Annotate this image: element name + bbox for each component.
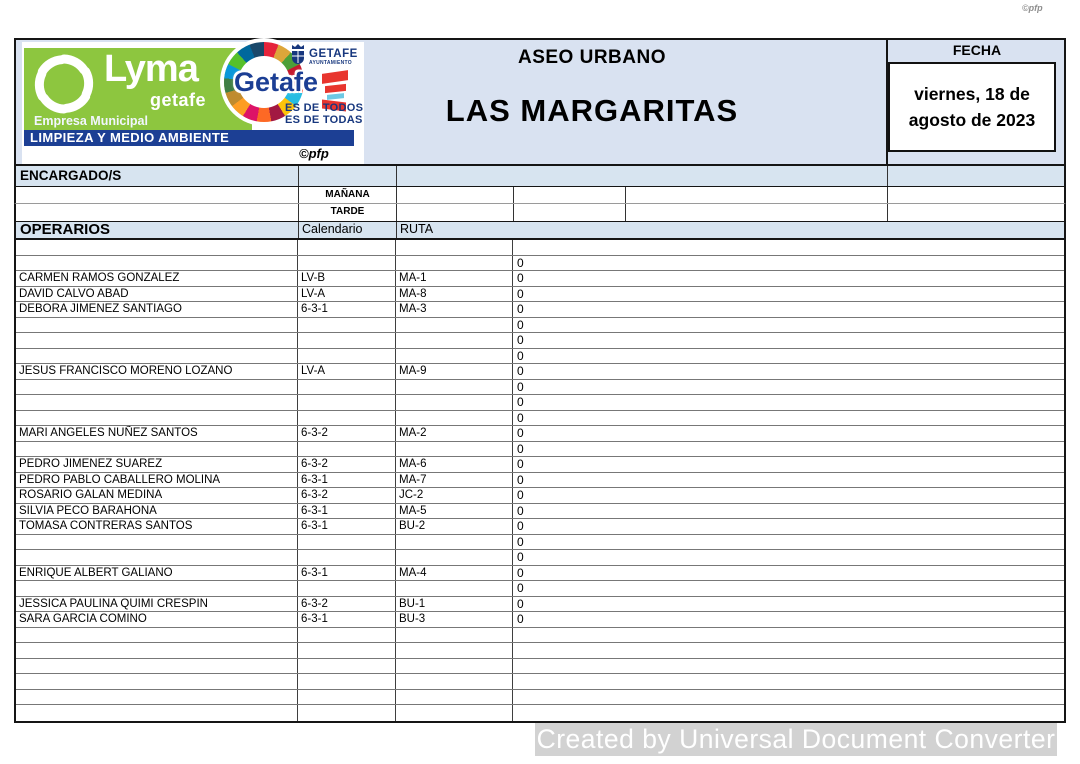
lyma-getafe-logo: [22, 42, 364, 164]
logo-copyright: ©pfp: [299, 146, 329, 161]
council-subtitle-text: AYUNTAMIENTO: [309, 60, 352, 66]
zone-title: LAS MARGARITAS: [445, 93, 739, 128]
council-name-text: GETAFE: [309, 48, 358, 60]
lyma-brand-subtext: getafe: [150, 90, 207, 110]
shift-empty-cell: [626, 204, 888, 221]
operator-name-cell: [16, 318, 298, 333]
operator-name-cell: [16, 535, 298, 550]
calendario-cell: 6-3-1: [298, 519, 396, 534]
table-row: [16, 690, 1064, 706]
operator-name-cell: PEDRO JIMENEZ SUAREZ: [16, 457, 298, 472]
calendario-cell: 6-3-1: [298, 302, 396, 317]
table-row: [16, 535, 1064, 551]
operator-name-cell: [16, 411, 298, 426]
calendario-cell: LV-A: [298, 287, 396, 302]
header-band: [14, 38, 1066, 166]
value-cell: 0: [517, 550, 524, 564]
ruta-cell: MA-2: [396, 426, 513, 441]
lyma-brand-text: Lyma: [104, 48, 198, 90]
ruta-cell: MA-3: [396, 302, 513, 317]
value-cell: 0: [517, 612, 524, 626]
operarios-column-header: OPERARIOS: [16, 222, 299, 238]
shift-row-manana: [14, 187, 1066, 204]
ruta-cell: [396, 705, 513, 721]
operator-name-cell: JESSICA PAULINA QUIMI CRESPIN: [16, 597, 298, 612]
department-bar: LIMPIEZA Y MEDIO AMBIENTE: [24, 130, 354, 146]
value-cell: 0: [517, 596, 524, 611]
ruta-cell: MA-8: [396, 287, 513, 302]
ruta-cell: MA-6: [396, 457, 513, 472]
corner-copyright: ©pfp: [1022, 3, 1043, 13]
operator-name-cell: SARA GARCIA COMINO: [16, 612, 298, 627]
value-cell: 0: [517, 348, 524, 363]
value-cell: 0: [517, 441, 524, 456]
table-row: [16, 271, 1064, 287]
calendario-cell: [298, 628, 396, 643]
calendario-cell: [298, 380, 396, 395]
value-cell: 0: [517, 472, 524, 487]
operator-name-cell: [16, 659, 298, 674]
lyma-green-panel: [24, 48, 252, 130]
shift-row-tarde: [14, 204, 1066, 222]
shift-label-tarde: TARDE: [299, 204, 397, 221]
encargados-row: [14, 166, 1066, 187]
calendario-cell: [298, 643, 396, 658]
empresa-municipal-text: Empresa Municipal: [34, 114, 148, 128]
calendario-cell: LV-B: [298, 271, 396, 286]
slogan-line-2: ES DE TODAS: [285, 114, 363, 126]
calendario-cell: [298, 581, 396, 596]
ruta-cell: [396, 349, 513, 364]
table-row: [16, 597, 1064, 613]
calendario-cell: [298, 349, 396, 364]
value-cell: 0: [517, 488, 524, 502]
calendario-cell: 6-3-2: [298, 457, 396, 472]
value-cell: 0: [517, 410, 524, 425]
table-row: [16, 550, 1064, 566]
value-cell: 0: [517, 379, 524, 394]
ruta-cell: [396, 581, 513, 596]
table-row: [16, 674, 1064, 690]
calendario-cell: 6-3-1: [298, 612, 396, 627]
calendario-cell: [298, 240, 396, 255]
ruta-cell: [396, 333, 513, 348]
table-row: [16, 705, 1064, 721]
date-box: viernes, 18 de agosto de 2023: [888, 62, 1056, 152]
title-block: [342, 40, 842, 129]
operator-name-cell: [16, 240, 298, 255]
service-title: ASEO URBANO: [517, 47, 666, 68]
value-cell: 0: [517, 364, 524, 378]
shift-empty-cell: [626, 187, 888, 203]
table-row: [16, 349, 1064, 365]
ruta-cell: [396, 318, 513, 333]
operarios-header-row: [14, 222, 1066, 240]
table-row: [16, 612, 1064, 628]
shift-empty-cell: [514, 204, 626, 221]
encargados-empty-cell: [397, 166, 888, 186]
table-row: [16, 256, 1064, 272]
table-row: [16, 566, 1064, 582]
calendario-cell: [298, 705, 396, 721]
shift-empty-cell: [514, 187, 626, 203]
value-cell: 0: [517, 255, 524, 270]
calendario-cell: 6-3-1: [298, 473, 396, 488]
table-row: [16, 380, 1064, 396]
calendario-cell: LV-A: [298, 364, 396, 379]
table-row: [16, 364, 1064, 380]
operator-name-cell: MARI ANGELES NUÑEZ SANTOS: [16, 426, 298, 441]
value-cell: [513, 628, 1064, 643]
ruta-cell: [396, 690, 513, 705]
calendario-cell: [298, 535, 396, 550]
calendario-cell: [298, 690, 396, 705]
ruta-cell: JC-2: [396, 488, 513, 503]
table-row: [16, 442, 1064, 458]
table-row: [16, 287, 1064, 303]
value-cell: [513, 240, 1064, 255]
table-row: [16, 426, 1064, 442]
shift-empty-cell: [397, 204, 514, 221]
calendario-cell: [298, 659, 396, 674]
value-cell: [513, 674, 1064, 689]
table-row: [16, 411, 1064, 427]
calendario-cell: 6-3-2: [298, 488, 396, 503]
value-cell: 0: [517, 302, 524, 316]
operator-name-cell: [16, 395, 298, 410]
value-cell: 0: [517, 503, 524, 518]
calendario-cell: 6-3-1: [298, 504, 396, 519]
calendario-cell: 6-3-2: [298, 426, 396, 441]
table-row: [16, 659, 1064, 675]
getafe-wheel-text: Getafe: [234, 67, 319, 97]
shift-empty-cell: [16, 187, 299, 203]
ruta-cell: [396, 411, 513, 426]
converter-watermark: Created by Universal Document Converter: [536, 724, 1056, 754]
value-cell: 0: [517, 581, 524, 595]
operator-name-cell: SILVIA PECO BARAHONA: [16, 504, 298, 519]
value-cell: [513, 659, 1064, 674]
ruta-cell: [396, 550, 513, 565]
table-row: [16, 333, 1064, 349]
calendario-cell: [298, 674, 396, 689]
table-row: [16, 395, 1064, 411]
operator-name-cell: [16, 333, 298, 348]
shift-empty-cell: [888, 187, 1064, 203]
encargados-empty-cell: [888, 166, 1064, 186]
value-cell: 0: [517, 565, 524, 580]
shift-label-manana: MAÑANA: [299, 187, 397, 203]
calendario-cell: [298, 256, 396, 271]
ruta-cell: BU-1: [396, 597, 513, 612]
operator-name-cell: [16, 550, 298, 565]
ruta-cell: MA-4: [396, 566, 513, 581]
value-cell: 0: [517, 426, 524, 440]
table-row: [16, 581, 1064, 597]
ruta-cell: MA-5: [396, 504, 513, 519]
ruta-cell: [396, 643, 513, 658]
table-row: [16, 488, 1064, 504]
value-cell: 0: [517, 534, 524, 549]
calendario-cell: [298, 318, 396, 333]
ruta-cell: [396, 380, 513, 395]
operator-name-cell: [16, 690, 298, 705]
operator-name-cell: [16, 643, 298, 658]
operator-name-cell: [16, 628, 298, 643]
ruta-cell: MA-7: [396, 473, 513, 488]
calendario-cell: 6-3-1: [298, 566, 396, 581]
calendario-column-header: Calendario: [299, 222, 397, 238]
operator-name-cell: CARMEN RAMOS GONZALEZ: [16, 271, 298, 286]
value-cell: 0: [517, 519, 524, 533]
table-row: [16, 643, 1064, 659]
table-row: [16, 240, 1064, 256]
ruta-cell: MA-9: [396, 364, 513, 379]
ruta-cell: BU-2: [396, 519, 513, 534]
operator-name-cell: [16, 442, 298, 457]
shift-empty-cell: [888, 204, 1064, 221]
getafe-coat-of-arms-icon: [290, 44, 306, 66]
operator-name-cell: TOMASA CONTRERAS SANTOS: [16, 519, 298, 534]
ruta-cell: [396, 535, 513, 550]
encargados-label: ENCARGADO/S: [16, 166, 299, 186]
ruta-column-header: RUTA: [400, 222, 434, 236]
ruta-cell: [396, 674, 513, 689]
lyma-spiral-icon: [32, 52, 96, 116]
calendario-cell: [298, 395, 396, 410]
value-cell: 0: [517, 395, 524, 409]
ruta-cell: [396, 442, 513, 457]
operator-name-cell: [16, 581, 298, 596]
operator-name-cell: [16, 349, 298, 364]
value-cell: [513, 705, 1064, 721]
value-cell: 0: [517, 333, 524, 347]
operator-name-cell: ENRIQUE ALBERT GALIANO: [16, 566, 298, 581]
value-cell: 0: [517, 317, 524, 332]
table-row: [16, 519, 1064, 535]
table-row: [16, 628, 1064, 644]
value-cell: 0: [517, 271, 524, 285]
calendario-cell: 6-3-2: [298, 597, 396, 612]
operator-name-cell: [16, 380, 298, 395]
operator-name-cell: [16, 705, 298, 721]
operator-name-cell: DAVID CALVO ABAD: [16, 287, 298, 302]
ruta-cell: [396, 628, 513, 643]
shift-empty-cell: [16, 204, 299, 221]
ruta-cell: [396, 240, 513, 255]
ruta-cell: BU-3: [396, 612, 513, 627]
operators-table-body: [14, 240, 1066, 723]
encargados-empty-cell: [299, 166, 397, 186]
operator-name-cell: [16, 674, 298, 689]
operator-name-cell: DEBORA JIMENEZ SANTIAGO: [16, 302, 298, 317]
value-cell: [513, 643, 1064, 658]
table-row: [16, 302, 1064, 318]
table-row: [16, 318, 1064, 334]
calendario-cell: [298, 411, 396, 426]
ruta-cell: [396, 395, 513, 410]
shift-empty-cell: [397, 187, 514, 203]
operator-name-cell: JESUS FRANCISCO MORENO LOZANO: [16, 364, 298, 379]
value-cell: 0: [517, 457, 524, 471]
calendario-cell: [298, 550, 396, 565]
value-cell: 0: [517, 286, 524, 301]
operator-name-cell: [16, 256, 298, 271]
value-cell: [513, 690, 1064, 705]
ruta-cell: [396, 659, 513, 674]
ruta-cell: MA-1: [396, 271, 513, 286]
operator-name-cell: PEDRO PABLO CABALLERO MOLINA: [16, 473, 298, 488]
slogan-line-1: ES DE TODOS: [285, 102, 364, 114]
calendario-cell: [298, 333, 396, 348]
ruta-cell: [396, 256, 513, 271]
operator-name-cell: ROSARIO GALAN MEDINA: [16, 488, 298, 503]
table-row: [16, 504, 1064, 520]
table-row: [16, 457, 1064, 473]
fecha-label: FECHA: [952, 42, 1002, 58]
table-row: [16, 473, 1064, 489]
calendario-cell: [298, 442, 396, 457]
